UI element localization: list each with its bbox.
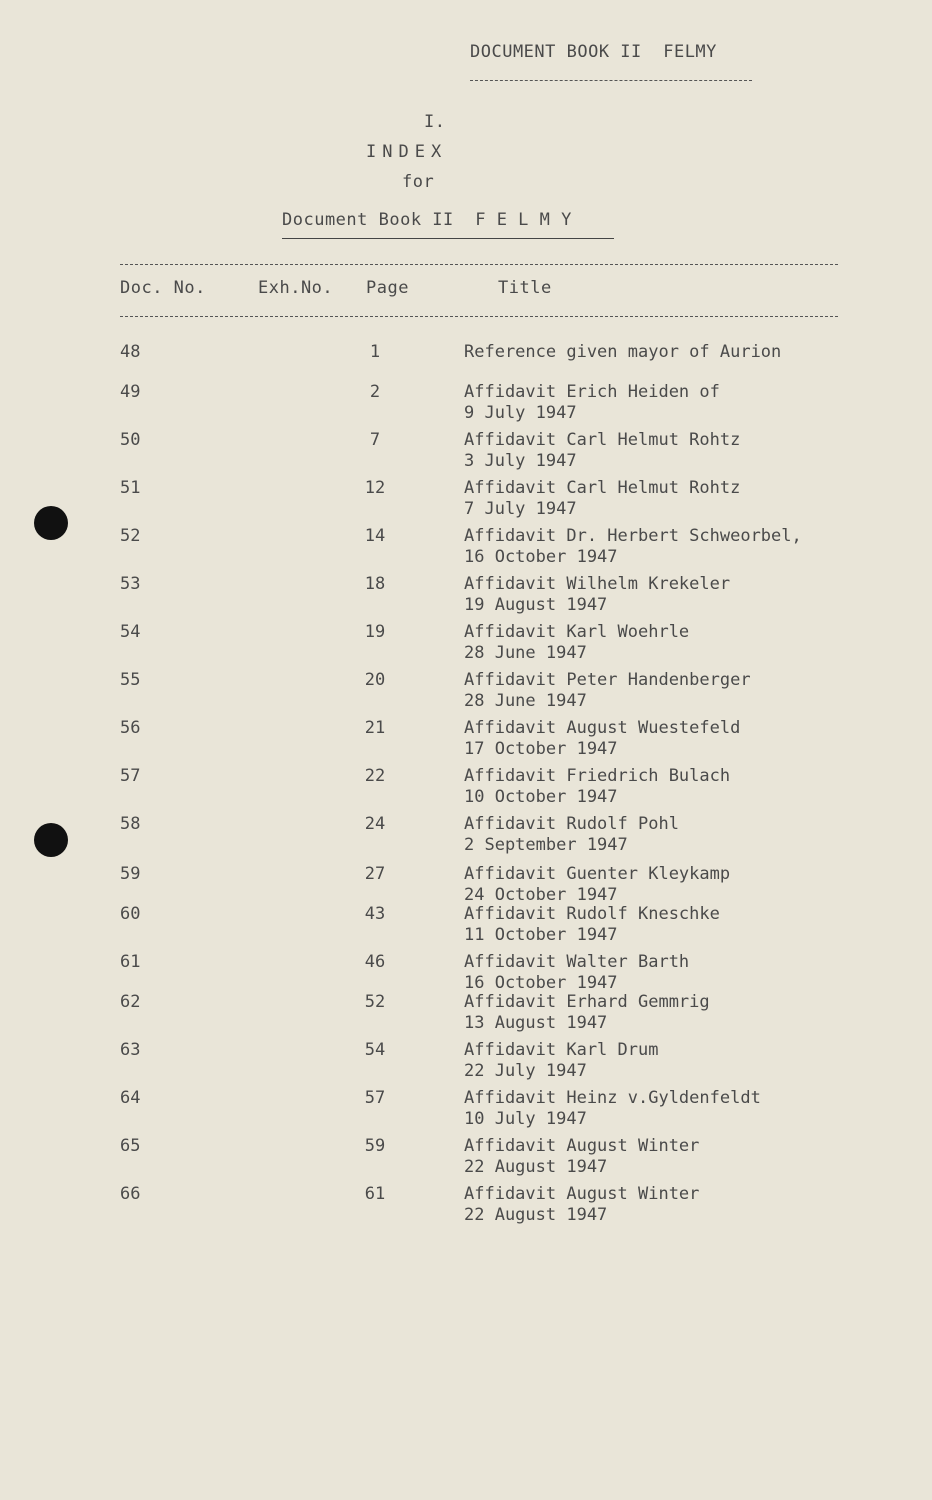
page-number: 2: [369, 382, 381, 402]
title-line: Affidavit Peter Handenberger: [464, 670, 751, 690]
title-line: Affidavit Guenter Kleykamp: [464, 864, 731, 884]
title-line: Affidavit Erich Heiden of: [464, 382, 720, 402]
page-number: 27: [364, 864, 386, 884]
page-number: 1: [369, 342, 381, 362]
document-title: [464, 430, 740, 472]
document-title: [464, 526, 802, 568]
title-line: Affidavit Friedrich Bulach: [464, 766, 731, 786]
doc-number: 56: [120, 718, 141, 738]
page-number: 24: [364, 814, 386, 834]
table-row: [0, 814, 932, 860]
doc-number: 54: [120, 622, 141, 642]
doc-number: 61: [120, 952, 141, 972]
title-line: Affidavit Erhard Gemmrig: [464, 992, 710, 1012]
header-rule-bottom: [120, 316, 838, 317]
table-row: [0, 670, 932, 716]
table-row: [0, 382, 932, 428]
title-line: Affidavit Rudolf Kneschke: [464, 904, 720, 924]
title-line: Affidavit Karl Woehrle: [464, 622, 690, 642]
subtitle: Document Book II F E L M Y: [282, 210, 572, 230]
page-number: 46: [364, 952, 386, 972]
title-date: 22 August 1947: [464, 1157, 608, 1177]
top-title: DOCUMENT BOOK II FELMY: [470, 42, 717, 62]
section-number: I.: [424, 112, 446, 132]
title-line: Affidavit Karl Drum: [464, 1040, 659, 1060]
header-rule-top: [120, 264, 838, 265]
doc-number: 49: [120, 382, 141, 402]
title-date: 17 October 1947: [464, 739, 618, 759]
doc-number: 60: [120, 904, 141, 924]
table-row: [0, 622, 932, 668]
title-date: 28 June 1947: [464, 643, 587, 663]
document-title: [464, 1040, 658, 1082]
title-line: Affidavit Carl Helmut Rohtz: [464, 430, 741, 450]
doc-number: 65: [120, 1136, 141, 1156]
doc-number: 57: [120, 766, 141, 786]
table-row: [0, 430, 932, 476]
document-title: [464, 574, 730, 616]
table-row: [0, 1040, 932, 1086]
page-number: 7: [369, 430, 381, 450]
title-date: 2 September 1947: [464, 835, 628, 855]
page-number: 18: [364, 574, 386, 594]
document-title: [464, 718, 740, 760]
doc-number: 51: [120, 478, 141, 498]
page-number: 57: [364, 1088, 386, 1108]
table-row: [0, 766, 932, 812]
doc-number: 66: [120, 1184, 141, 1204]
title-date: 10 July 1947: [464, 1109, 587, 1129]
document-title: [464, 622, 689, 664]
table-row: [0, 478, 932, 524]
table-row: [0, 718, 932, 764]
doc-number: 55: [120, 670, 141, 690]
doc-number: 48: [120, 342, 141, 362]
document-title: [464, 670, 751, 712]
title-line: Affidavit Walter Barth: [464, 952, 690, 972]
document-title: [464, 952, 689, 994]
col-page: Page: [366, 278, 409, 298]
document-title: [464, 1088, 761, 1130]
document-title: [464, 992, 710, 1034]
doc-number: 53: [120, 574, 141, 594]
doc-number: 50: [120, 430, 141, 450]
doc-number: 59: [120, 864, 141, 884]
title-date: 13 August 1947: [464, 1013, 608, 1033]
title-date: 3 July 1947: [464, 451, 577, 471]
page-number: 52: [364, 992, 386, 1012]
title-date: 28 June 1947: [464, 691, 587, 711]
title-date: 22 July 1947: [464, 1061, 587, 1081]
subtitle-underline: [282, 238, 614, 239]
page-number: 54: [364, 1040, 386, 1060]
page-number: 22: [364, 766, 386, 786]
title-line: Affidavit Heinz v.Gyldenfeldt: [464, 1088, 761, 1108]
table-row: [0, 1136, 932, 1182]
doc-number: 62: [120, 992, 141, 1012]
document-title: [464, 342, 781, 363]
page-number: 43: [364, 904, 386, 924]
title-date: 22 August 1947: [464, 1205, 608, 1225]
title-line: Affidavit Carl Helmut Rohtz: [464, 478, 741, 498]
title-date: 16 October 1947: [464, 973, 618, 993]
title-date: 24 October 1947: [464, 885, 618, 905]
table-row: [0, 1184, 932, 1230]
title-date: 19 August 1947: [464, 595, 608, 615]
table-row: [0, 904, 932, 950]
title-line: Affidavit Wilhelm Krekeler: [464, 574, 731, 594]
top-title-underline: [470, 80, 752, 81]
table-row: [0, 526, 932, 572]
title-line: Affidavit Dr. Herbert Schweorbel,: [464, 526, 802, 546]
title-line: Affidavit August Winter: [464, 1184, 700, 1204]
title-date: 11 October 1947: [464, 925, 618, 945]
doc-number: 52: [120, 526, 141, 546]
col-title: Title: [498, 278, 552, 298]
title-line: Affidavit Rudolf Pohl: [464, 814, 679, 834]
document-title: [464, 904, 720, 946]
for-label: for: [402, 172, 435, 192]
page-number: 19: [364, 622, 386, 642]
document-title: [464, 766, 730, 808]
title-date: 7 July 1947: [464, 499, 577, 519]
document-title: [464, 1184, 699, 1226]
page-number: 12: [364, 478, 386, 498]
page-number: 59: [364, 1136, 386, 1156]
page-number: 21: [364, 718, 386, 738]
table-row: [0, 1088, 932, 1134]
doc-number: 64: [120, 1088, 141, 1108]
title-line: Affidavit August Winter: [464, 1136, 700, 1156]
document-title: [464, 478, 740, 520]
document-title: [464, 382, 720, 424]
col-exh-no: Exh.No.: [258, 278, 334, 298]
table-row: [0, 992, 932, 1038]
title-date: 16 October 1947: [464, 547, 618, 567]
document-title: [464, 864, 730, 906]
doc-number: 58: [120, 814, 141, 834]
page-number: 20: [364, 670, 386, 690]
title-line: Affidavit August Wuestefeld: [464, 718, 741, 738]
doc-number: 63: [120, 1040, 141, 1060]
title-line: Reference given mayor of Aurion: [464, 342, 782, 362]
title-date: 9 July 1947: [464, 403, 577, 423]
title-date: 10 October 1947: [464, 787, 618, 807]
col-doc-no: Doc. No.: [120, 278, 206, 298]
page-number: 14: [364, 526, 386, 546]
index-heading: INDEX: [366, 142, 448, 162]
document-title: [464, 1136, 699, 1178]
document-title: [464, 814, 679, 856]
page-number: 61: [364, 1184, 386, 1204]
table-row: [0, 574, 932, 620]
